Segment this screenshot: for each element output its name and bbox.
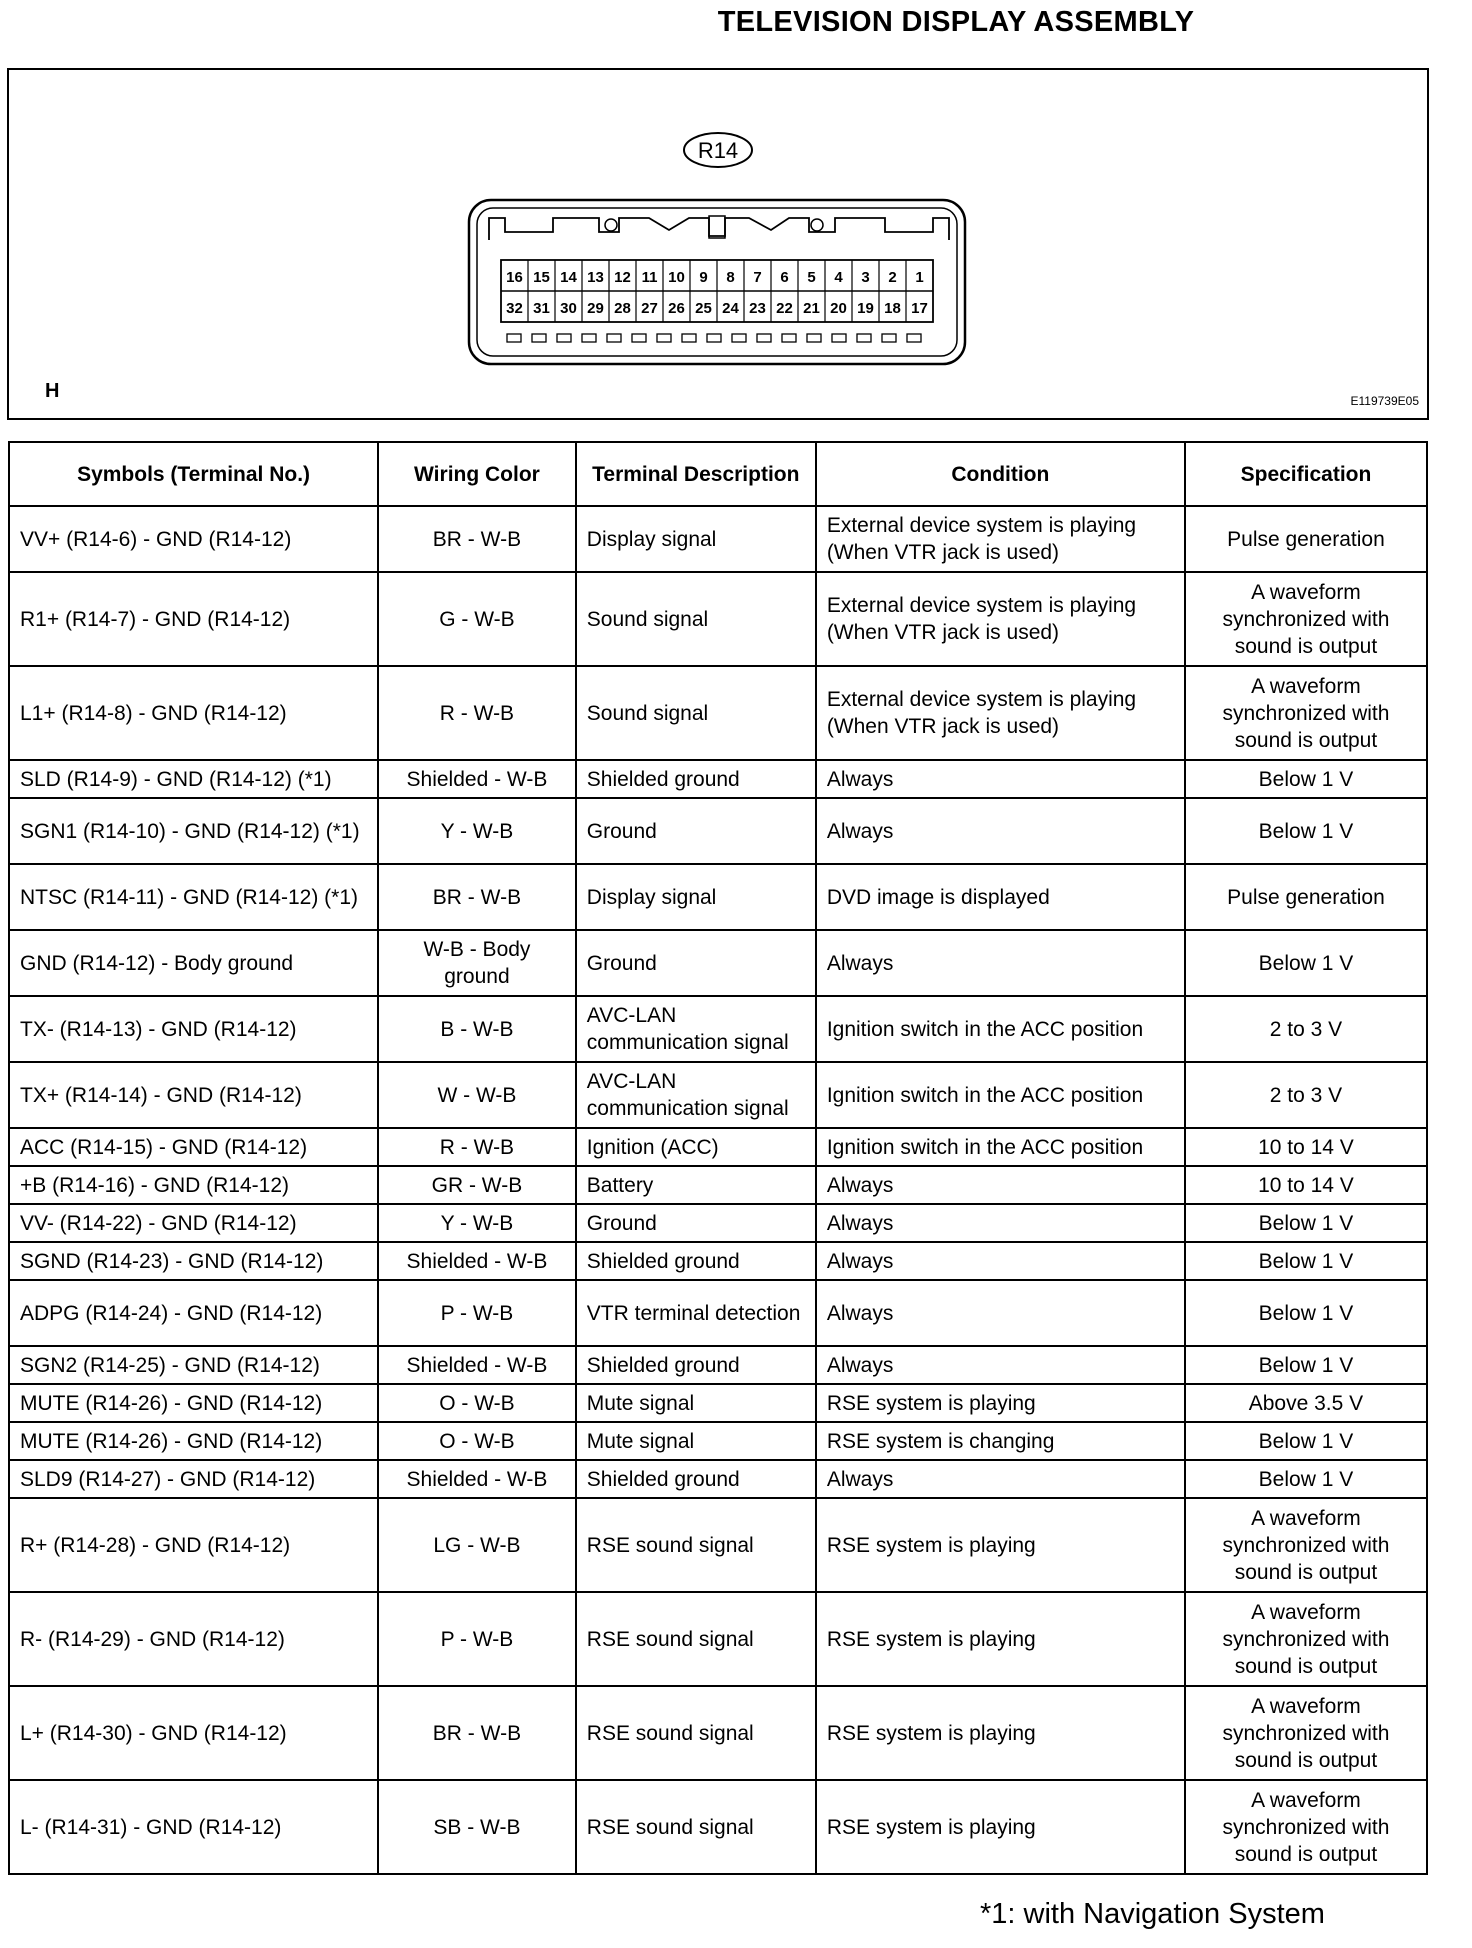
pin-number: 8 [726, 269, 735, 286]
cell-terminal-description: Sound signal [576, 666, 816, 760]
pin-number: 3 [861, 269, 870, 286]
cell-specification: Above 3.5 V [1185, 1384, 1427, 1422]
cell-condition: External device system is playing (When VTR jack is used) [816, 506, 1185, 572]
pin-number: 17 [911, 300, 928, 317]
pin-number: 6 [780, 269, 789, 286]
table-row [9, 1460, 1427, 1498]
pin-number: 14 [560, 269, 577, 286]
pin-number: 19 [857, 300, 874, 317]
cell-terminal-description: AVC-LAN communication signal [576, 996, 816, 1062]
table-row [9, 1346, 1427, 1384]
cell-specification: Pulse generation [1185, 506, 1427, 572]
cell-wiring-color: G - W-B [378, 572, 576, 666]
cell-symbol: TX- (R14-13) - GND (R14-12) [9, 996, 378, 1062]
pin-number: 22 [776, 300, 793, 317]
table-row [9, 1686, 1427, 1780]
pin-number: 25 [695, 300, 712, 317]
cell-wiring-color: BR - W-B [378, 1686, 576, 1780]
table-row [9, 760, 1427, 798]
cell-terminal-description: Mute signal [576, 1422, 816, 1460]
table-row [9, 1280, 1427, 1346]
cell-wiring-color: O - W-B [378, 1422, 576, 1460]
cell-symbol: SGN2 (R14-25) - GND (R14-12) [9, 1346, 378, 1384]
table-row [9, 1128, 1427, 1166]
cell-specification: Below 1 V [1185, 1422, 1427, 1460]
cell-terminal-description: VTR terminal detection [576, 1280, 816, 1346]
table-row [9, 1242, 1427, 1280]
cell-condition: Always [816, 1346, 1185, 1384]
cell-condition: Ignition switch in the ACC position [816, 1062, 1185, 1128]
cell-symbol: TX+ (R14-14) - GND (R14-12) [9, 1062, 378, 1128]
cell-specification: A waveform synchronized with sound is output [1185, 1686, 1427, 1780]
pin-number: 18 [884, 300, 901, 317]
table-row [9, 1062, 1427, 1128]
table-row [9, 572, 1427, 666]
cell-condition: Always [816, 760, 1185, 798]
pin-number: 12 [614, 269, 631, 286]
pin-number: 20 [830, 300, 847, 317]
cell-specification: 2 to 3 V [1185, 1062, 1427, 1128]
cell-condition: Ignition switch in the ACC position [816, 996, 1185, 1062]
cell-condition: Always [816, 1242, 1185, 1280]
cell-condition: RSE system is playing [816, 1686, 1185, 1780]
cell-wiring-color: R - W-B [378, 666, 576, 760]
cell-specification: Below 1 V [1185, 930, 1427, 996]
cell-specification: Pulse generation [1185, 864, 1427, 930]
cell-terminal-description: Ignition (ACC) [576, 1128, 816, 1166]
header-terminal-description: Terminal Description [576, 442, 816, 506]
cell-terminal-description: AVC-LAN communication signal [576, 1062, 816, 1128]
cell-wiring-color: O - W-B [378, 1384, 576, 1422]
header-symbols: Symbols (Terminal No.) [9, 442, 378, 506]
cell-terminal-description: Shielded ground [576, 1346, 816, 1384]
cell-terminal-description: RSE sound signal [576, 1592, 816, 1686]
pin-number: 4 [834, 269, 843, 286]
cell-condition: RSE system is playing [816, 1592, 1185, 1686]
cell-condition: RSE system is changing [816, 1422, 1185, 1460]
cell-wiring-color: W - W-B [378, 1062, 576, 1128]
figure-id: E119739E05 [1350, 394, 1419, 408]
table-row [9, 1498, 1427, 1592]
cell-wiring-color: Shielded - W-B [378, 1460, 576, 1498]
cell-wiring-color: Shielded - W-B [378, 760, 576, 798]
cell-symbol: SLD9 (R14-27) - GND (R14-12) [9, 1460, 378, 1498]
cell-wiring-color: Y - W-B [378, 798, 576, 864]
cell-specification: A waveform synchronized with sound is output [1185, 572, 1427, 666]
cell-symbol: L1+ (R14-8) - GND (R14-12) [9, 666, 378, 760]
cell-condition: Ignition switch in the ACC position [816, 1128, 1185, 1166]
cell-terminal-description: Ground [576, 798, 816, 864]
table-row [9, 1422, 1427, 1460]
cell-condition: Always [816, 798, 1185, 864]
pin-number: 29 [587, 300, 604, 317]
cell-wiring-color: W-B - Body ground [378, 930, 576, 996]
pin-number: 11 [641, 269, 658, 286]
table-row [9, 1780, 1427, 1874]
header-specification: Specification [1185, 442, 1427, 506]
cell-terminal-description: Shielded ground [576, 760, 816, 798]
table-row [9, 996, 1427, 1062]
connector-diagram [7, 68, 1429, 420]
cell-symbol: +B (R14-16) - GND (R14-12) [9, 1166, 378, 1204]
pin-number: 28 [614, 300, 631, 317]
pin-number: 16 [506, 269, 523, 286]
pin-number: 23 [749, 300, 766, 317]
cell-specification: Below 1 V [1185, 1280, 1427, 1346]
cell-terminal-description: Mute signal [576, 1384, 816, 1422]
cell-wiring-color: BR - W-B [378, 506, 576, 572]
cell-wiring-color: P - W-B [378, 1280, 576, 1346]
cell-symbol: R+ (R14-28) - GND (R14-12) [9, 1498, 378, 1592]
table-row [9, 1384, 1427, 1422]
header-wiring-color: Wiring Color [378, 442, 576, 506]
cell-symbol: GND (R14-12) - Body ground [9, 930, 378, 996]
cell-wiring-color: GR - W-B [378, 1166, 576, 1204]
cell-wiring-color: P - W-B [378, 1592, 576, 1686]
cell-terminal-description: Shielded ground [576, 1242, 816, 1280]
cell-condition: Always [816, 1166, 1185, 1204]
cell-specification: A waveform synchronized with sound is output [1185, 666, 1427, 760]
cell-specification: 10 to 14 V [1185, 1128, 1427, 1166]
terminal-spec-table [8, 441, 1428, 1875]
pin-number: 24 [722, 300, 739, 317]
table-row [9, 506, 1427, 572]
cell-symbol: SLD (R14-9) - GND (R14-12) (*1) [9, 760, 378, 798]
cell-condition: Always [816, 930, 1185, 996]
cell-terminal-description: Ground [576, 1204, 816, 1242]
cell-terminal-description: RSE sound signal [576, 1686, 816, 1780]
cell-specification: A waveform synchronized with sound is output [1185, 1592, 1427, 1686]
pin-number: 1 [915, 269, 924, 286]
cell-terminal-description: RSE sound signal [576, 1498, 816, 1592]
cell-condition: DVD image is displayed [816, 864, 1185, 930]
pin-number: 27 [641, 300, 658, 317]
pin-number: 5 [807, 269, 816, 286]
cell-specification: Below 1 V [1185, 1346, 1427, 1384]
cell-symbol: R1+ (R14-7) - GND (R14-12) [9, 572, 378, 666]
cell-symbol: VV- (R14-22) - GND (R14-12) [9, 1204, 378, 1242]
table-row [9, 864, 1427, 930]
cell-condition: Always [816, 1204, 1185, 1242]
pin-number: 32 [506, 300, 523, 317]
pin-number: 7 [753, 269, 762, 286]
cell-specification: A waveform synchronized with sound is output [1185, 1780, 1427, 1874]
table-row [9, 1166, 1427, 1204]
table-row [9, 1592, 1427, 1686]
table-row [9, 930, 1427, 996]
cell-symbol: R- (R14-29) - GND (R14-12) [9, 1592, 378, 1686]
cell-symbol: SGN1 (R14-10) - GND (R14-12) (*1) [9, 798, 378, 864]
cell-terminal-description: Display signal [576, 506, 816, 572]
cell-symbol: VV+ (R14-6) - GND (R14-12) [9, 506, 378, 572]
cell-terminal-description: RSE sound signal [576, 1780, 816, 1874]
header-condition: Condition [816, 442, 1185, 506]
cell-specification: Below 1 V [1185, 760, 1427, 798]
cell-wiring-color: R - W-B [378, 1128, 576, 1166]
cell-terminal-description: Display signal [576, 864, 816, 930]
cell-condition: RSE system is playing [816, 1498, 1185, 1592]
pin-number: 9 [699, 269, 708, 286]
cell-specification: 2 to 3 V [1185, 996, 1427, 1062]
cell-condition: External device system is playing (When VTR jack is used) [816, 666, 1185, 760]
footnote: *1: with Navigation System [980, 1898, 1325, 1930]
cell-terminal-description: Sound signal [576, 572, 816, 666]
cell-condition: Always [816, 1280, 1185, 1346]
pin-number: 21 [803, 300, 820, 317]
cell-specification: Below 1 V [1185, 1242, 1427, 1280]
cell-symbol: ACC (R14-15) - GND (R14-12) [9, 1128, 378, 1166]
cell-wiring-color: BR - W-B [378, 864, 576, 930]
cell-condition: RSE system is playing [816, 1780, 1185, 1874]
pin-number: 15 [533, 269, 550, 286]
connector-label: R14 [697, 138, 739, 163]
cell-specification: Below 1 V [1185, 1460, 1427, 1498]
pin-number: 31 [533, 300, 550, 317]
cell-symbol: NTSC (R14-11) - GND (R14-12) (*1) [9, 864, 378, 930]
cell-symbol: MUTE (R14-26) - GND (R14-12) [9, 1422, 378, 1460]
table-row [9, 1204, 1427, 1242]
cell-symbol: SGND (R14-23) - GND (R14-12) [9, 1242, 378, 1280]
cell-symbol: ADPG (R14-24) - GND (R14-12) [9, 1280, 378, 1346]
cell-wiring-color: Shielded - W-B [378, 1346, 576, 1384]
pin-number: 30 [560, 300, 577, 317]
cell-condition: Always [816, 1460, 1185, 1498]
cell-wiring-color: B - W-B [378, 996, 576, 1062]
cell-terminal-description: Shielded ground [576, 1460, 816, 1498]
table-header-row [9, 442, 1427, 506]
page-title: TELEVISION DISPLAY ASSEMBLY [717, 6, 1195, 38]
cell-symbol: L- (R14-31) - GND (R14-12) [9, 1780, 378, 1874]
cell-specification: Below 1 V [1185, 798, 1427, 864]
cell-condition: RSE system is playing [816, 1384, 1185, 1422]
pin-number: 13 [587, 269, 604, 286]
cell-wiring-color: Shielded - W-B [378, 1242, 576, 1280]
table-row [9, 666, 1427, 760]
cell-specification: Below 1 V [1185, 1204, 1427, 1242]
cell-wiring-color: Y - W-B [378, 1204, 576, 1242]
cell-terminal-description: Battery [576, 1166, 816, 1204]
pin-number: 26 [668, 300, 685, 317]
cell-symbol: L+ (R14-30) - GND (R14-12) [9, 1686, 378, 1780]
cell-wiring-color: LG - W-B [378, 1498, 576, 1592]
cell-wiring-color: SB - W-B [378, 1780, 576, 1874]
cell-terminal-description: Ground [576, 930, 816, 996]
pin-number: 2 [888, 269, 897, 286]
cell-symbol: MUTE (R14-26) - GND (R14-12) [9, 1384, 378, 1422]
table-row [9, 798, 1427, 864]
view-label: H [45, 380, 60, 402]
pin-number: 10 [668, 269, 685, 286]
cell-specification: A waveform synchronized with sound is output [1185, 1498, 1427, 1592]
cell-condition: External device system is playing (When VTR jack is used) [816, 572, 1185, 666]
cell-specification: 10 to 14 V [1185, 1166, 1427, 1204]
connector-drawing [9, 70, 1427, 418]
